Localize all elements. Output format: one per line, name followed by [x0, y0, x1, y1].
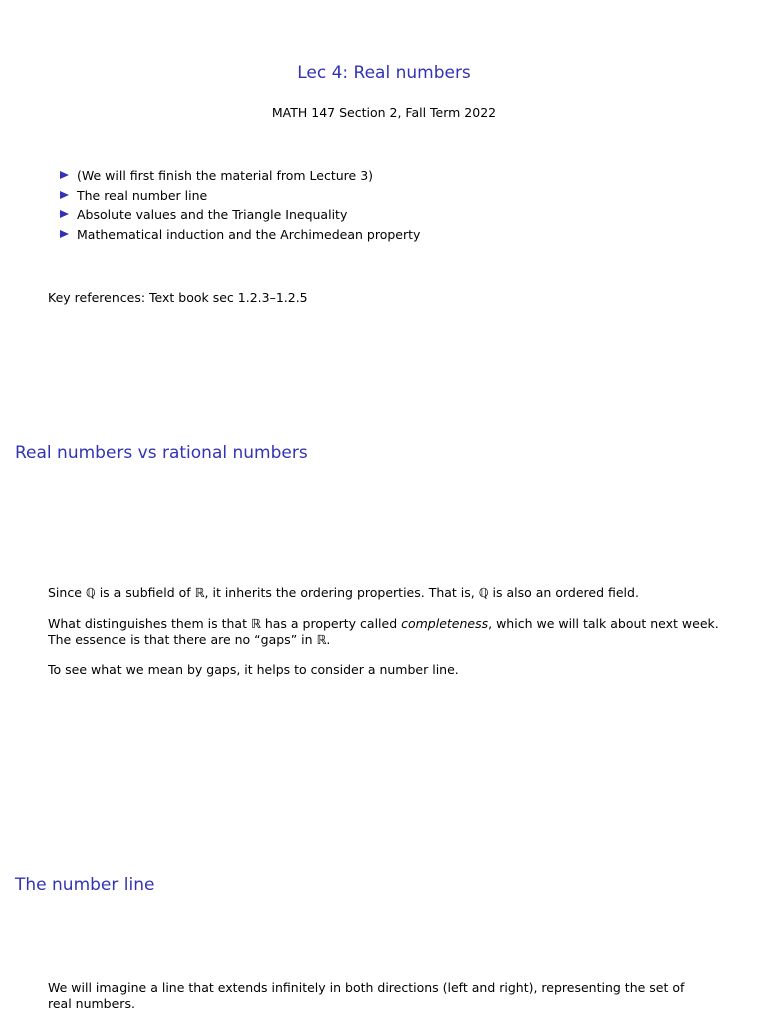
section-heading-number-line: The number line	[15, 875, 155, 895]
list-item	[60, 227, 420, 247]
paragraph-subfield: Since ℚ is a subfield of ℝ, it inherits the ordering properties. That is, ℚ is also an ordered field.	[48, 585, 639, 600]
list-item	[60, 168, 420, 188]
outline-list	[60, 168, 420, 247]
triangle-bullet-icon	[60, 210, 69, 218]
rationals-symbol: ℚ	[478, 585, 489, 600]
key-references: Key references: Text book sec 1.2.3–1.2.5	[48, 290, 308, 305]
list-item	[60, 188, 420, 208]
triangle-bullet-icon	[60, 230, 69, 238]
paragraph-number-line: We will imagine a line that extends infinitely in both directions (left and right), representing the set of real numbers.	[48, 980, 685, 1011]
paragraph-completeness: What distinguishes them is that ℝ has a property called completeness, which we will talk about next week. The essence is that there are no “gaps” in ℝ.	[48, 616, 719, 647]
list-item	[60, 207, 420, 227]
triangle-bullet-icon	[60, 191, 69, 199]
completeness-term: completeness	[401, 616, 489, 631]
list-item-text: Mathematical induction and the Archimedean property	[77, 227, 421, 243]
reals-symbol: ℝ	[194, 585, 205, 600]
reals-symbol: ℝ	[316, 631, 327, 647]
reals-symbol: ℝ	[250, 616, 261, 631]
rationals-symbol: ℚ	[85, 585, 96, 600]
list-item-text: Absolute values and the Triangle Inequality	[77, 207, 348, 223]
section-heading-real-vs-rational: Real numbers vs rational numbers	[15, 443, 308, 463]
paragraph-gaps: To see what we mean by gaps, it helps to consider a number line.	[48, 662, 459, 677]
triangle-bullet-icon	[60, 171, 69, 179]
list-item-text: The real number line	[77, 187, 208, 203]
lecture-title: Lec 4: Real numbers	[297, 63, 471, 83]
list-item-text: (We will first finish the material from Lecture 3)	[77, 168, 374, 183]
course-subtitle: MATH 147 Section 2, Fall Term 2022	[271, 105, 497, 120]
